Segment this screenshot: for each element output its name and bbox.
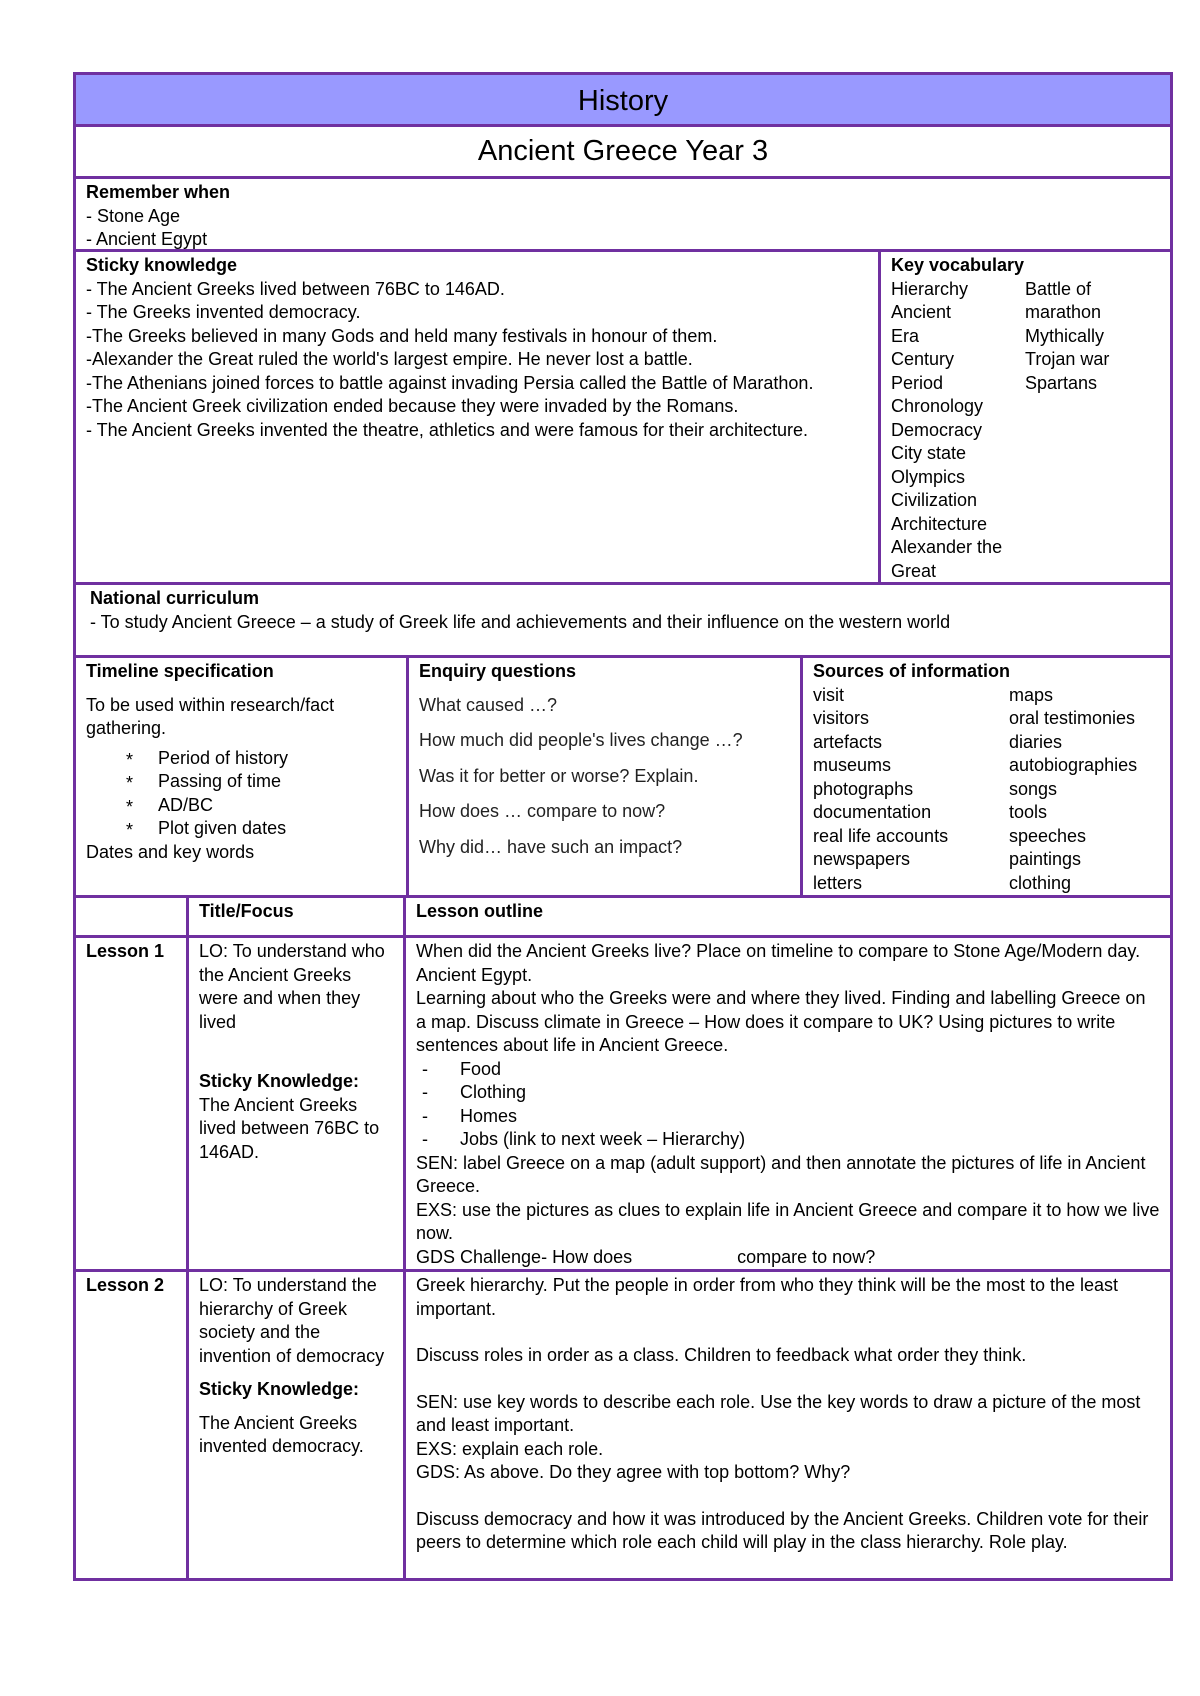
vocab-word: Century <box>891 349 955 369</box>
sticky-knowledge-label: Sticky Knowledge: <box>199 1071 360 1091</box>
sticky-knowledge-text: The Ancient Greeks invented democracy. <box>199 1412 364 1456</box>
lesson-objective: LO: To understand who the Ancient Greeks were and when they lived <box>199 941 385 1032</box>
sticky-vocab-row <box>73 252 1173 585</box>
sticky-item: -The Greeks believed in many Gods and held many festivals in honour of them. <box>86 325 718 346</box>
timeline-item: * Passing of time <box>126 770 396 794</box>
national-curriculum-heading: National curriculum <box>90 588 260 608</box>
spec-row <box>73 658 1173 898</box>
lesson-outline <box>406 938 1170 1269</box>
vocab-word: Mythically <box>1025 325 1105 346</box>
enquiry-question: What caused …? <box>419 694 558 715</box>
sticky-knowledge-heading: Sticky knowledge <box>86 255 238 275</box>
remember-when-heading: Remember when <box>86 182 231 202</box>
lesson-header-blank <box>76 898 189 935</box>
lesson-row <box>76 935 1170 1269</box>
timeline-item: * Period of history <box>126 747 396 771</box>
vocab-column-2 <box>1025 278 1160 584</box>
source-item: letters <box>813 872 863 893</box>
enquiry-question: How much did people's lives change …? <box>419 730 743 750</box>
topic-title: Ancient Greece Year 3 <box>73 127 1173 179</box>
source-item: newspapers <box>813 849 911 869</box>
lesson-table <box>73 898 1173 1581</box>
lesson-table-header <box>76 898 1170 935</box>
outline-list <box>416 1058 1160 1152</box>
sticky-knowledge-label: Sticky Knowledge: <box>199 1379 360 1399</box>
key-vocabulary-heading: Key vocabulary <box>891 255 1025 275</box>
sticky-knowledge-text: The Ancient Greeks lived between 76BC to 146AD. <box>199 1094 380 1162</box>
outline-paragraph: Discuss democracy and how it was introduced by the Ancient Greeks. Children vote for their peers to determine which role each child will play in the class hierarchy. Role play. <box>416 1508 1149 1552</box>
sources-column-1 <box>813 684 1009 896</box>
vocab-word: Hierarchy <box>891 278 969 299</box>
outline-paragraph: Greek hierarchy. Put the people in order from who they think will be the most to the least important. <box>416 1275 1119 1319</box>
source-item: paintings <box>1009 849 1082 869</box>
lesson-focus <box>189 1272 406 1578</box>
source-item: visitors <box>813 708 870 728</box>
timeline-outro: Dates and key words <box>86 841 255 862</box>
timeline-intro: To be used within research/fact gathering. <box>86 694 335 738</box>
vocab-word: Architecture <box>891 513 988 534</box>
sticky-item: -The Ancient Greek civilization ended because they were invaded by the Romans. <box>86 396 739 416</box>
source-item: real life accounts <box>813 825 949 846</box>
vocab-word: Chronology <box>891 396 984 416</box>
exs-text: EXS: use the pictures as clues to explain life in Ancient Greece and compare it to how we live now. <box>416 1199 1160 1243</box>
lesson-label: Lesson 1 <box>76 938 189 1269</box>
key-vocabulary-section <box>881 252 1170 582</box>
vocab-word: Alexander the Great <box>891 537 1003 581</box>
vocab-column-1 <box>891 278 1025 584</box>
sticky-item: -The Athenians joined forces to battle against invading Persia called the Battle of Marathon. <box>86 372 814 393</box>
lesson-outline <box>406 1272 1170 1578</box>
sen-text: SEN: label Greece on a map (adult support) and then annotate the pictures of life in Ancient Greece. <box>416 1152 1146 1196</box>
sources-column-2 <box>1009 684 1137 896</box>
vocab-word: Ancient <box>891 302 952 322</box>
national-curriculum-text: - To study Ancient Greece – a study of Greek life and achievements and their influence on the western world <box>90 611 951 632</box>
lesson-plan-document <box>73 72 1173 1581</box>
outline-paragraph: Discuss roles in order as a class. Children to feedback what order they think. <box>416 1345 1027 1365</box>
gds-text: GDS Challenge- How does compare to now? <box>416 1246 876 1267</box>
vocab-word: Trojan war <box>1025 349 1110 369</box>
source-item: tools <box>1009 802 1048 822</box>
vocab-word: Era <box>891 325 920 346</box>
source-item: songs <box>1009 778 1058 799</box>
sticky-item: - The Greeks invented democracy. <box>86 302 361 322</box>
lesson-focus <box>189 938 406 1269</box>
lesson-row <box>76 1269 1170 1578</box>
source-item: maps <box>1009 684 1054 705</box>
source-item: museums <box>813 755 892 775</box>
title-focus-header: Title/Focus <box>189 898 406 935</box>
timeline-specification-section <box>76 658 409 895</box>
timeline-heading: Timeline specification <box>86 661 274 681</box>
sticky-item: -Alexander the Great ruled the world's largest empire. He never lost a battle. <box>86 349 693 369</box>
sticky-knowledge-section <box>76 252 881 582</box>
timeline-item: * Plot given dates <box>126 817 396 841</box>
lesson-objective: LO: To understand the hierarchy of Greek society and the invention of democracy <box>199 1275 385 1366</box>
enquiry-questions-section <box>409 658 803 895</box>
enquiry-heading: Enquiry questions <box>419 661 577 681</box>
source-item: visit <box>813 684 844 705</box>
source-item: autobiographies <box>1009 755 1138 775</box>
sticky-item: - The Ancient Greeks lived between 76BC to 146AD. <box>86 278 505 299</box>
timeline-list <box>86 747 396 841</box>
outline-list-item: - Clothing <box>422 1081 1160 1105</box>
subject-title: History <box>73 72 1173 127</box>
vocab-word: Spartans <box>1025 372 1098 393</box>
outline-paragraph: When did the Ancient Greeks live? Place on timeline to compare to Stone Age/Modern day. Ancient Egypt. <box>416 941 1141 985</box>
vocab-word: Civilization <box>891 490 978 510</box>
sticky-item: - The Ancient Greeks invented the theatre, athletics and were famous for their architecture. <box>86 419 809 440</box>
outline-list-item: - Jobs (link to next week – Hierarchy) <box>422 1128 1160 1152</box>
vocab-word: Olympics <box>891 466 966 487</box>
enquiry-question: Was it for better or worse? Explain. <box>419 765 699 786</box>
source-item: oral testimonies <box>1009 708 1136 728</box>
vocab-word: Period <box>891 372 944 393</box>
enquiry-question: How does … compare to now? <box>419 801 666 821</box>
remember-when-section <box>73 179 1173 252</box>
source-item: documentation <box>813 802 932 822</box>
gds-text: GDS: As above. Do they agree with top bottom? Why? <box>416 1462 851 1482</box>
source-item: photographs <box>813 778 914 799</box>
source-item: artefacts <box>813 731 883 752</box>
vocab-word: City state <box>891 443 967 463</box>
remember-item: - Stone Age <box>86 205 181 226</box>
sen-text: SEN: use key words to describe each role. Use the key words to draw a picture of the most and least important. <box>416 1391 1141 1435</box>
lesson-label: Lesson 2 <box>76 1272 189 1578</box>
source-item: speeches <box>1009 825 1087 846</box>
remember-item: - Ancient Egypt <box>86 229 208 249</box>
outline-list-item: - Food <box>422 1058 1160 1082</box>
outline-list-item: - Homes <box>422 1105 1160 1129</box>
enquiry-question: Why did… have such an impact? <box>419 836 683 857</box>
lesson-outline-header: Lesson outline <box>416 901 544 921</box>
outline-paragraph: Learning about who the Greeks were and where they lived. Finding and labelling Greece on a map. Discuss climate in Greece – How does it compare to UK? Using pictures to write sentences about life in Ancient Greece. <box>416 988 1146 1055</box>
national-curriculum-section <box>73 585 1173 658</box>
vocab-word: Battle of marathon <box>1025 278 1102 322</box>
vocab-word: Democracy <box>891 419 983 440</box>
source-item: clothing <box>1009 872 1072 893</box>
sources-heading: Sources of information <box>813 661 1011 681</box>
sources-of-information-section <box>803 658 1170 895</box>
source-item: diaries <box>1009 731 1063 752</box>
timeline-item: * AD/BC <box>126 794 396 818</box>
exs-text: EXS: explain each role. <box>416 1438 604 1459</box>
